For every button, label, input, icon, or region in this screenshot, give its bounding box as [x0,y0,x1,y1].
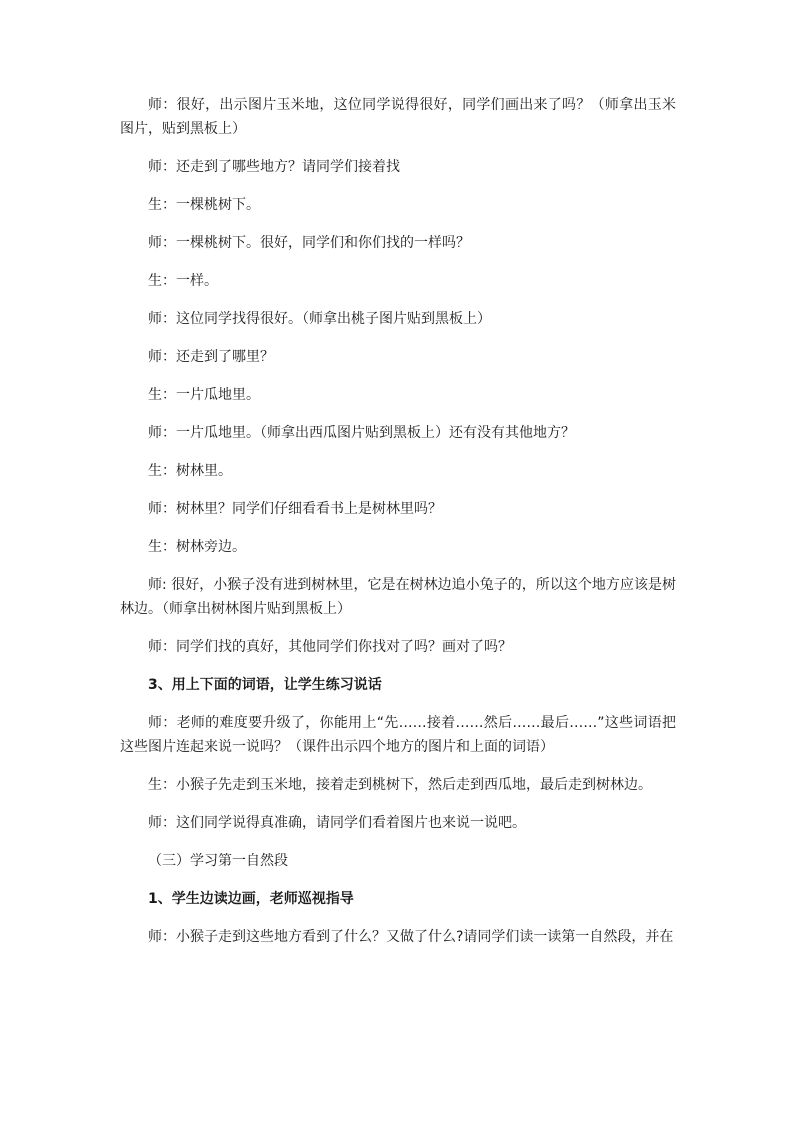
paragraph: 师：老师的难度要升级了，你能用上“先……接着……然后……最后……”这些词语把这些图片连起来说一说吗？（课件出示四个地方的图片和上面的词语） [120,715,676,755]
paragraph: 师：小猴子走到这些地方看到了什么？又做了什么?请同学们读一读第一自然段，并在 [148,929,674,945]
document-body [120,93,676,949]
section-heading: （三）学习第一自然段 [148,853,288,869]
paragraph: 生：一样。 [148,273,218,289]
section-heading: 3、用上下面的词语，让学生练习说话 [148,677,382,693]
paragraph: 师：还走到了哪些地方？请同学们接着找 [148,159,400,175]
paragraph: 师：很好，出示图片玉米地，这位同学说得很好，同学们画出来了吗？（师拿出玉米图片，贴到黑板上） [120,97,676,137]
paragraph: 生：小猴子先走到玉米地，接着走到桃树下，然后走到西瓜地，最后走到树林边。 [148,777,652,793]
paragraph: 师：树林里？同学们仔细看看书上是树林里吗？ [148,501,442,517]
paragraph: 生：一片瓜地里。 [148,387,260,403]
paragraph: 师：这位同学找得很好。（师拿出桃子图片贴到黑板上） [148,311,491,327]
paragraph: 生：树林旁边。 [148,539,246,555]
paragraph: 生：树林里。 [148,463,232,479]
paragraph: 师：一棵桃树下。很好，同学们和你们找的一样吗？ [148,235,470,251]
paragraph: 师：这们同学说得真准确，请同学们看着图片也来说一说吧。 [148,815,526,831]
paragraph: 师：同学们找的真好，其他同学们你找对了吗？画对了吗？ [148,639,512,655]
paragraph: 师：还走到了哪里？ [148,349,274,365]
paragraph: 师: 很好，小猴子没有进到树林里，它是在树林边追小兔子的，所以这个地方应该是树林边。（师拿出树林图片贴到黑板上） [120,577,676,617]
paragraph: 生：一棵桃树下。 [148,197,260,213]
paragraph: 师：一片瓜地里。（师拿出西瓜图片贴到黑板上）还有没有其他地方？ [148,425,575,441]
section-heading: 1、学生边读边画，老师巡视指导 [148,891,354,907]
